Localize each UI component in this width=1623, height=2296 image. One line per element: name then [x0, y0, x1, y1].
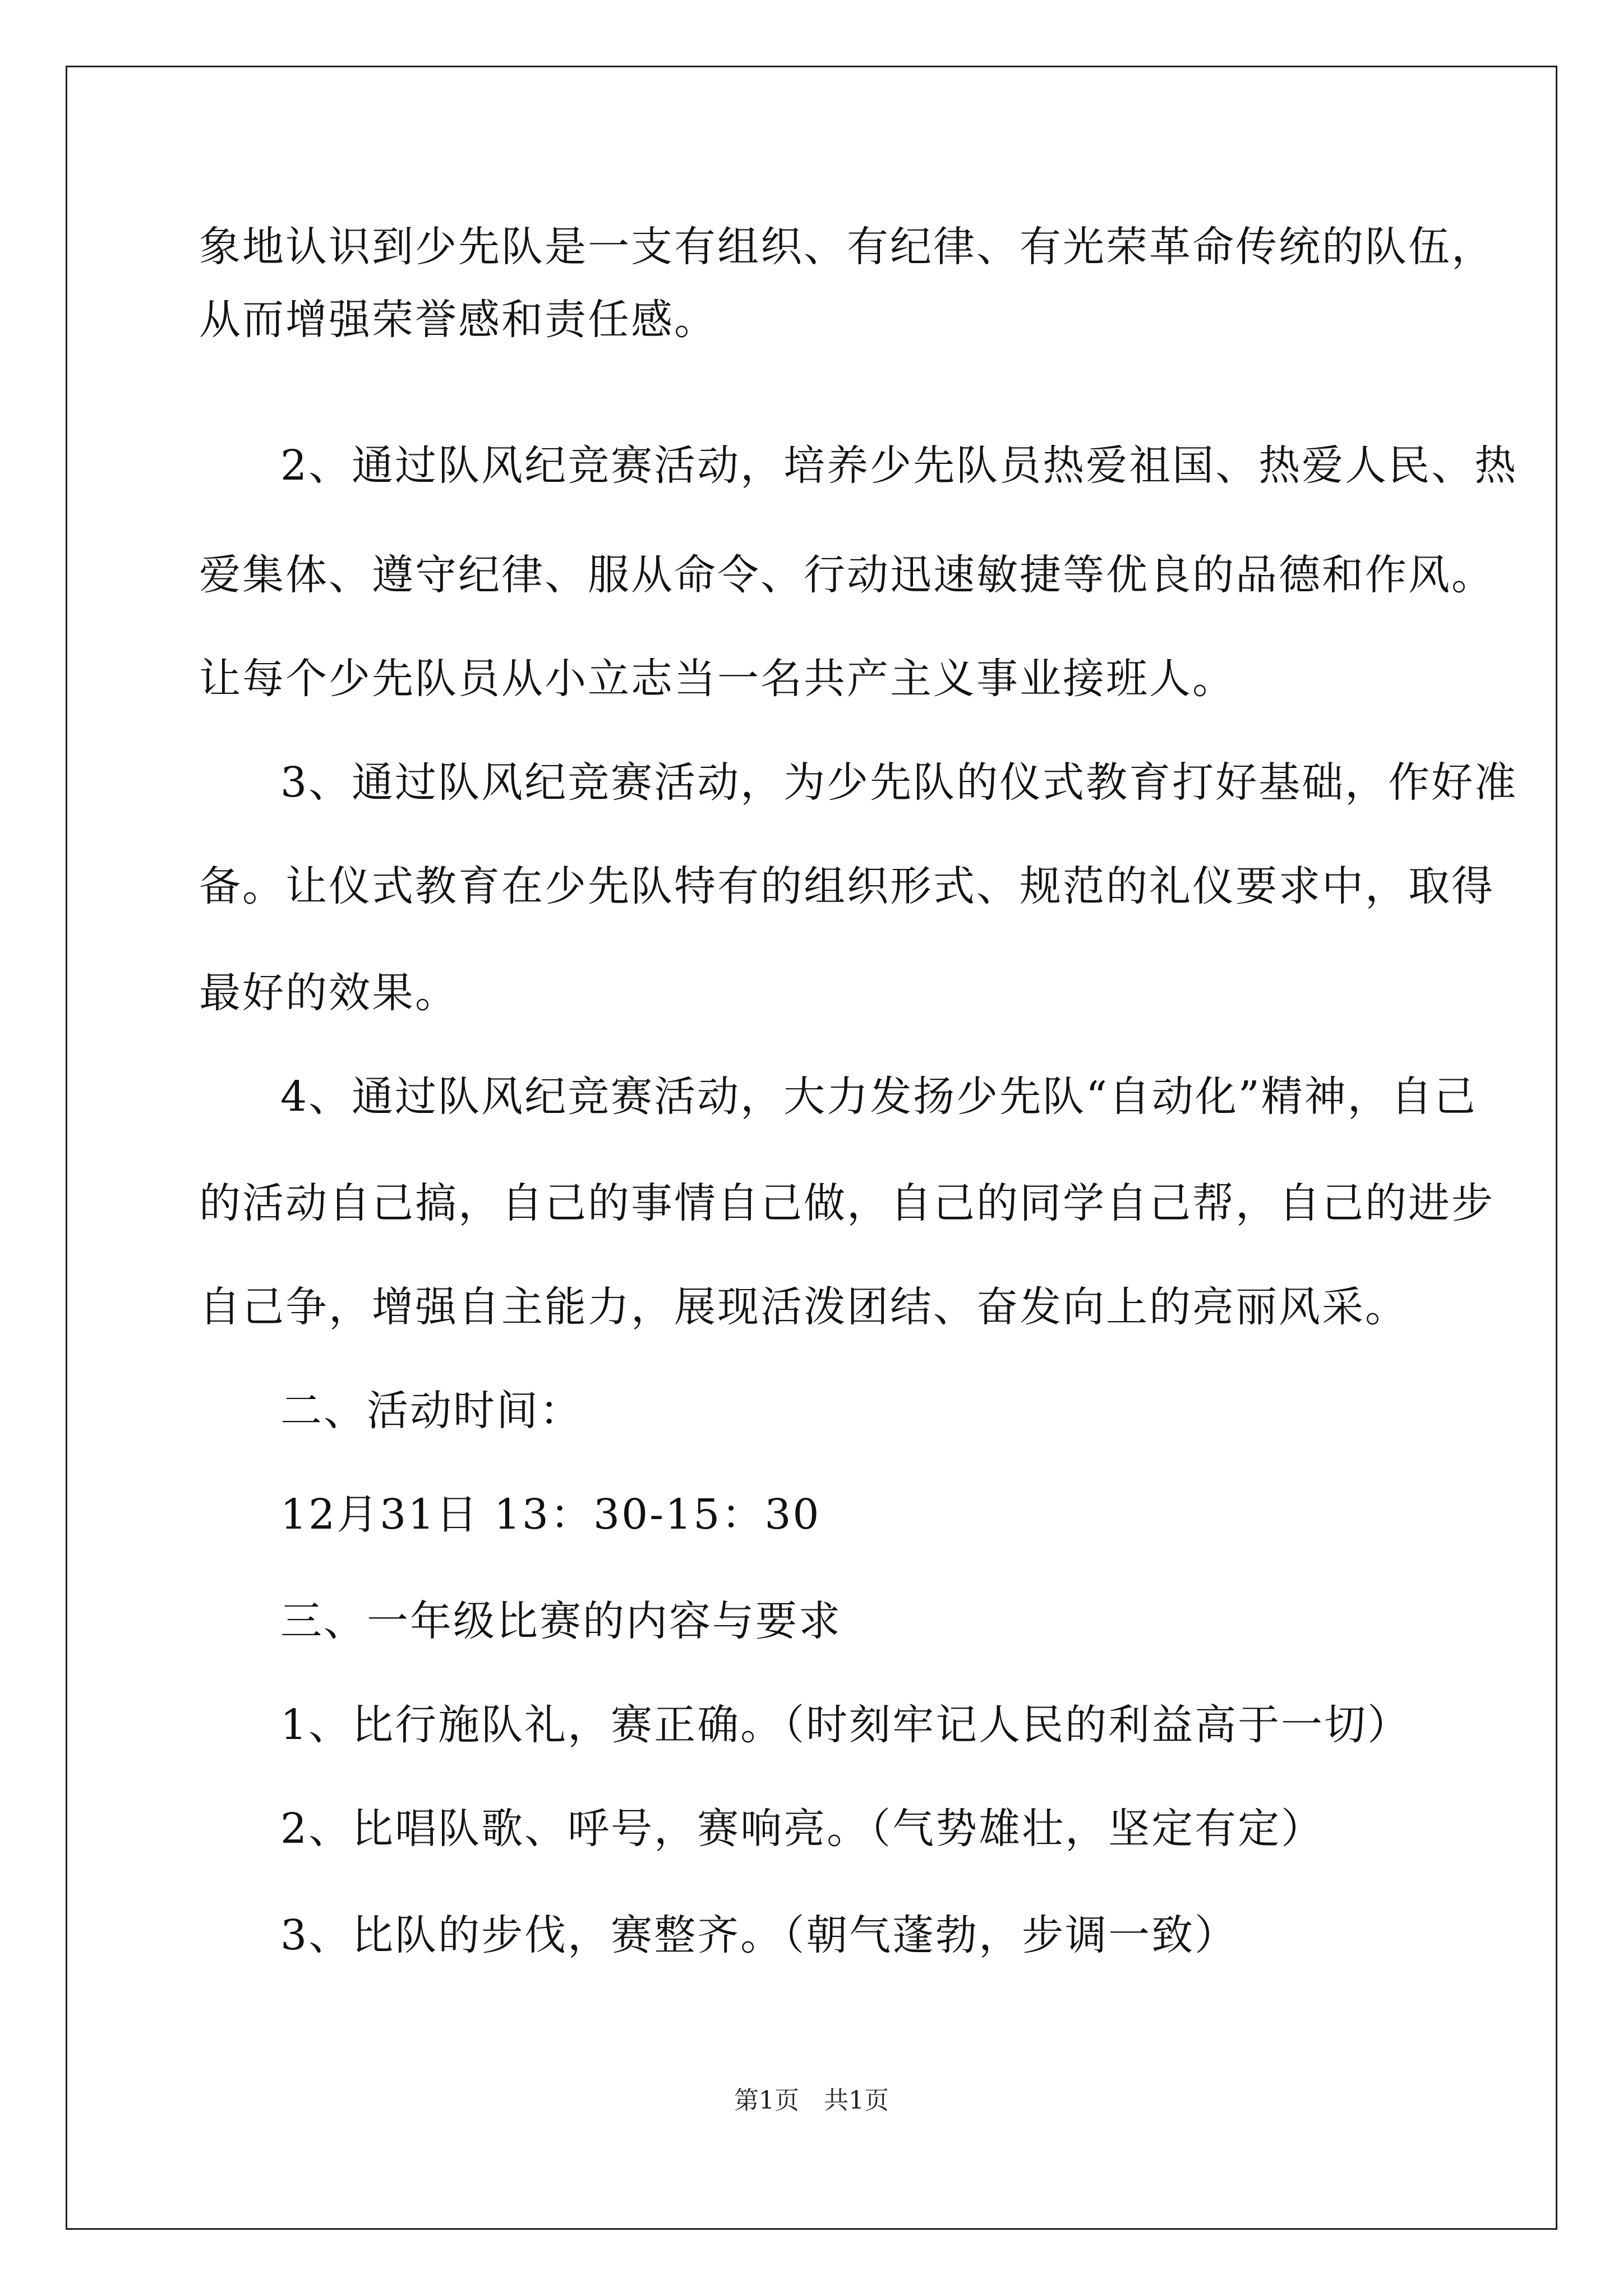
text-line: 备。让仪式教育在少先队特有的组织形式、规范的礼仪要求中，取得 — [199, 862, 1495, 910]
text-line: 的活动自己搞，自己的事情自己做，自己的同学自己帮，自己的进步 — [199, 1179, 1495, 1227]
text-line: 2、通过队风纪竞赛活动，培养少先队员热爱祖国、热爱人民、热 — [280, 441, 1518, 490]
page-border — [66, 66, 1557, 2230]
text-line: 最好的效果。 — [199, 969, 458, 1017]
text-line: 让每个少先队员从小立志当一名共产主义事业接班人。 — [199, 655, 1235, 703]
section-heading: 三、一年级比赛的内容与要求 — [280, 1597, 842, 1645]
text-line: 象地认识到少先队是一支有组织、有纪律、有光荣革命传统的队伍， — [199, 223, 1495, 271]
text-line: 爱集体、遵守纪律、服从命令、行动迅速敏捷等优良的品德和作风。 — [199, 551, 1495, 599]
text-line: 12月31日 13：30-15：30 — [280, 1490, 821, 1539]
page-footer: 第1页 共1页 — [734, 2086, 889, 2115]
list-item: 2、比唱队歌、呼号，赛响亮。（气势雄壮，坚定有定） — [280, 1805, 1325, 1853]
list-item: 3、比队的步伐，赛整齐。（朝气蓬勃，步调一致） — [280, 1911, 1238, 1959]
list-item: 1、比行施队礼，赛正确。（时刻牢记人民的利益高于一切） — [280, 1701, 1411, 1749]
text-line: 4、通过队风纪竞赛活动，大力发扬少先队“自动化”精神，自己 — [280, 1073, 1477, 1121]
section-heading: 二、活动时间： — [280, 1387, 583, 1435]
text-line: 3、通过队风纪竞赛活动，为少先队的仪式教育打好基础，作好准 — [280, 758, 1518, 807]
text-line: 自己争，增强自主能力，展现活泼团结、奋发向上的亮丽风采。 — [199, 1283, 1408, 1331]
text-line: 从而增强荣誉感和责任感。 — [199, 296, 717, 344]
